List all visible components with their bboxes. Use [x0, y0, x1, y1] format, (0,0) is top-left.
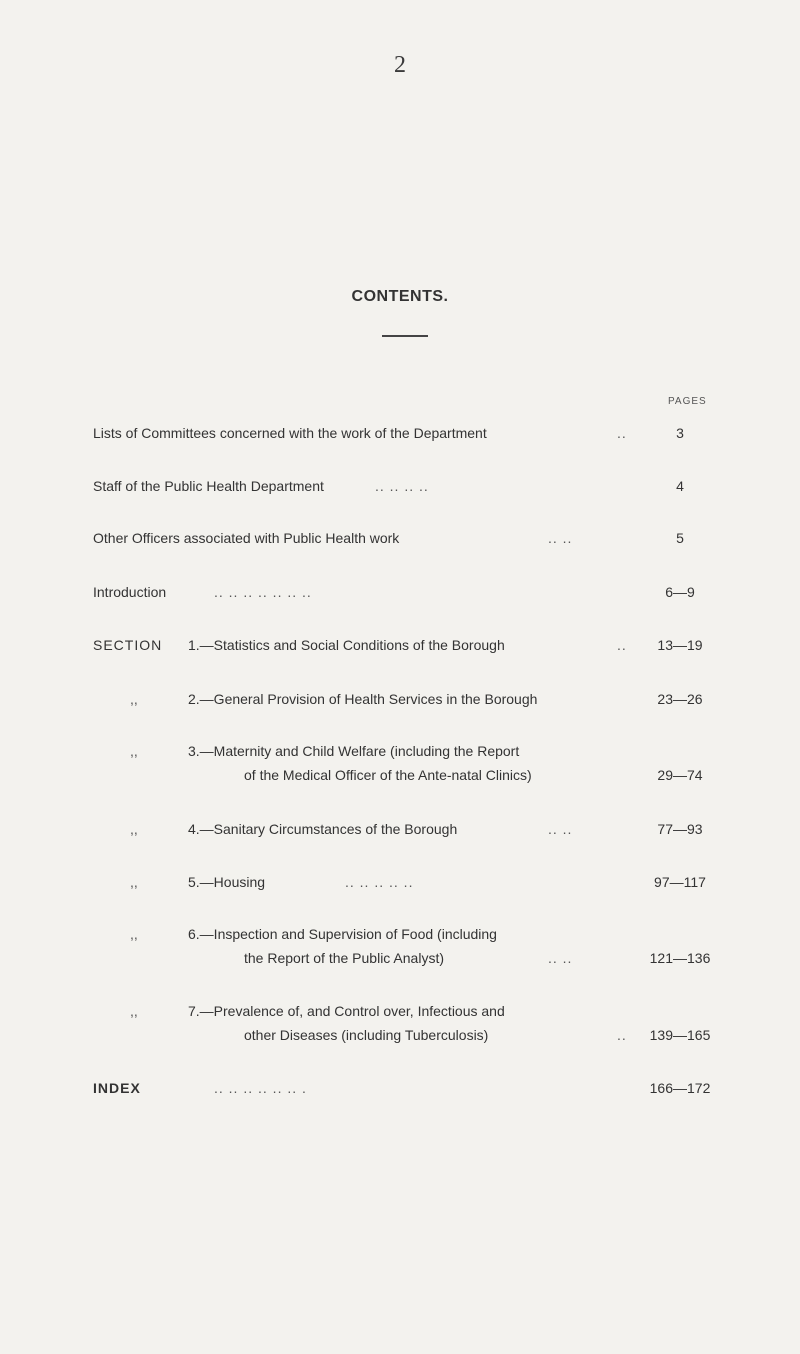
- page-title: CONTENTS.: [351, 288, 449, 305]
- toc-dot-leader: ..: [617, 637, 627, 653]
- toc-entry-label: Other Officers associated with Public Health work: [93, 530, 400, 546]
- toc-entry-pages: 3: [676, 425, 684, 441]
- toc-dot-leader: .. ..: [548, 821, 573, 837]
- toc-entry-pages: 23—26: [657, 691, 703, 707]
- toc-entry-pages: 166—172: [649, 1080, 711, 1096]
- toc-entry-pages: 13—19: [657, 637, 703, 653]
- toc-entry-label: Staff of the Public Health Department: [93, 478, 324, 494]
- ditto-mark: ,,: [130, 743, 138, 759]
- toc-dot-leader: .. ..: [548, 530, 573, 546]
- toc-dot-leader: .. .. .. .. .. .. ..: [214, 584, 312, 600]
- toc-entry-label: INDEX: [93, 1080, 141, 1096]
- ditto-mark: ,,: [130, 874, 138, 890]
- toc-entry-pages: 97—117: [654, 874, 706, 890]
- toc-entry-label: 6.—Inspection and Supervision of Food (including: [188, 926, 497, 942]
- toc-dot-leader: ..: [617, 425, 627, 441]
- toc-entry-pages: 6—9: [665, 584, 695, 600]
- toc-entry-label: 3.—Maternity and Child Welfare (including the Report: [188, 743, 520, 759]
- toc-entry-label: Lists of Committees concerned with the work of the Department: [93, 425, 487, 441]
- ditto-mark: ,,: [130, 821, 138, 837]
- toc-entry-label: 1.—Statistics and Social Conditions of the Borough: [188, 637, 505, 653]
- title-rule: [382, 335, 428, 337]
- toc-entry-label: 5.—Housing: [188, 874, 266, 890]
- toc-entry-continuation: of the Medical Officer of the Ante-natal Clinics): [244, 767, 532, 783]
- toc-entry-pages: 4: [676, 478, 684, 494]
- toc-entry-pages: 5: [676, 530, 684, 546]
- toc-dot-leader: .. .. .. ..: [375, 478, 429, 494]
- ditto-mark: ,,: [130, 1003, 138, 1019]
- toc-entry-pages: 29—74: [657, 767, 703, 783]
- toc-entry-label: 7.—Prevalence of, and Control over, Infectious and: [188, 1003, 505, 1019]
- toc-entry-label: Introduction: [93, 584, 167, 600]
- toc-entry-label: 4.—Sanitary Circumstances of the Borough: [188, 821, 458, 837]
- toc-entry-pages: 77—93: [657, 821, 703, 837]
- toc-dot-leader: .. ..: [548, 950, 573, 966]
- toc-dot-leader: .. .. .. .. ..: [345, 874, 414, 890]
- pages-column-header: PAGES: [668, 396, 707, 407]
- toc-entry-pages: 139—165: [649, 1027, 711, 1043]
- toc-dot-leader: ..: [617, 1027, 627, 1043]
- toc-entry-continuation: the Report of the Public Analyst): [244, 950, 444, 966]
- ditto-mark: ,,: [130, 691, 138, 707]
- page-number: 2: [394, 52, 406, 78]
- toc-entry-pages: 121—136: [649, 950, 711, 966]
- toc-entry-continuation: other Diseases (including Tuberculosis): [244, 1027, 489, 1043]
- section-word: SECTION: [93, 637, 163, 653]
- ditto-mark: ,,: [130, 926, 138, 942]
- toc-dot-leader: .. .. .. .. .. .. .: [214, 1080, 307, 1096]
- toc-entry-label: 2.—General Provision of Health Services in the Borough: [188, 691, 538, 707]
